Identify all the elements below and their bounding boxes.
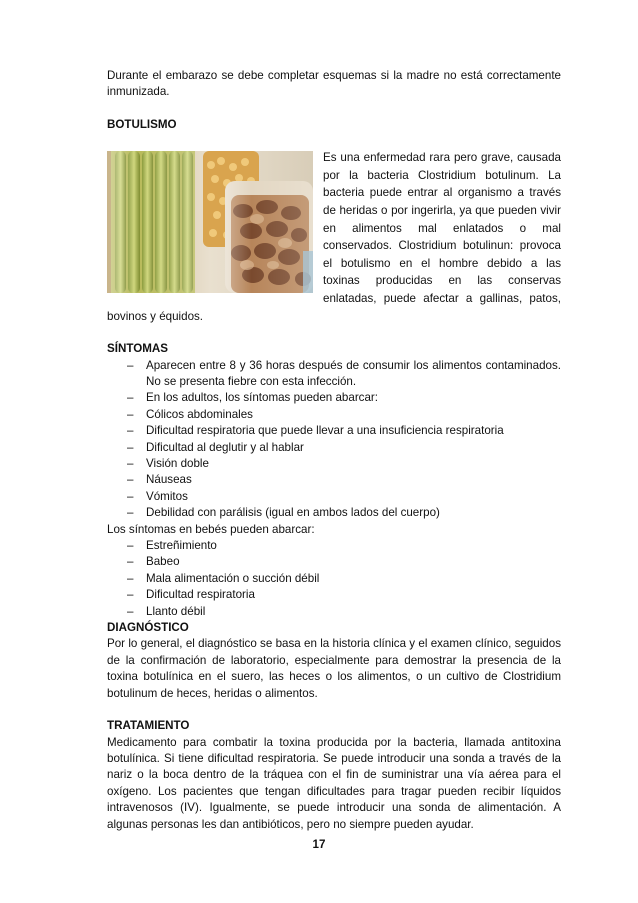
botulismo-heading: BOTULISMO — [107, 117, 177, 131]
bebes-intro: Los síntomas en bebés pueden abarcar: — [107, 522, 315, 536]
list-item: – Visión doble — [127, 456, 561, 472]
botulismo-description: Es una enfermedad rara pero grave, causada por la bacteria Clostridium botulinum. La bacteria puede entrar al organismo a través de heridas o por ingerirla, ya que pueden vivir en alimentos mal enlatados o mal conservados. Clostridium botulinun: provoca el botulismo en el hombre debido a las toxinas producidas en las conservas enlatadas, puede afectar a gallinas, patos, bovinos y équidos. — [107, 151, 561, 323]
list-item: – Náuseas — [127, 472, 561, 488]
list-item: – Aparecen entre 8 y 36 horas después de consumir los alimentos contaminados. No se presenta fiebre con esta infección. — [127, 358, 561, 391]
jars-illustration — [107, 151, 313, 293]
list-item: – Debilidad con parálisis (igual en ambos lados del cuerpo) — [127, 505, 561, 521]
intro-paragraph: Durante el embarazo se debe completar esquemas si la madre no está correctamente inmunizada. — [107, 69, 561, 99]
list-item: – Dificultad respiratoria — [127, 587, 561, 603]
list-item: – Vómitos — [127, 489, 561, 505]
diagnostico-heading: DIAGNÓSTICO — [107, 621, 189, 635]
list-item: – Estreñimiento — [127, 538, 561, 554]
diagnostico-paragraph: Por lo general, el diagnóstico se basa en la historia clínica y el examen clínico, seguidos de la confirmación de laboratorio, especialmente para demostrar la presencia de la toxina botulínica en el suero, las heces o los alimentos, o un cultivo de Clostridium botulinum de heces, heridas o alimentos. — [107, 637, 561, 700]
sintomas-list — [107, 358, 561, 522]
list-item: – Dificultad al deglutir y al hablar — [127, 440, 561, 456]
list-item: – Dificultad respiratoria que puede llevar a una insuficiencia respiratoria — [127, 423, 561, 439]
list-item: – En los adultos, los síntomas pueden abarcar: — [127, 390, 561, 406]
bebes-list — [107, 538, 561, 620]
preserved-jars-photo — [107, 151, 313, 293]
list-item: – Cólicos abdominales — [127, 407, 561, 423]
list-item: – Babeo — [127, 554, 561, 570]
list-item: – Llanto débil — [127, 604, 561, 620]
sintomas-heading: SÍNTOMAS — [107, 342, 168, 356]
page-content — [107, 68, 561, 833]
page-number: 17 — [312, 838, 326, 851]
tratamiento-paragraph: Medicamento para combatir la toxina producida por la bacteria, llamada antitoxina botulínica. Si tiene dificultad respiratoria. Se puede introducir una sonda a través de la nariz o la boca dentro de la tráquea con el fin de suministrar una vía aérea para el oxígeno. Los pacientes que tengan dificultades para tragar pueden recibir líquidos intravenosos (IV). Igualmente, se puede introducir una sonda de alimentación. A algunas personas les dan antibióticos, pero no siempre pueden ayudar. — [107, 735, 561, 831]
list-item: – Mala alimentación o succión débil — [127, 571, 561, 587]
tratamiento-heading: TRATAMIENTO — [107, 719, 190, 733]
